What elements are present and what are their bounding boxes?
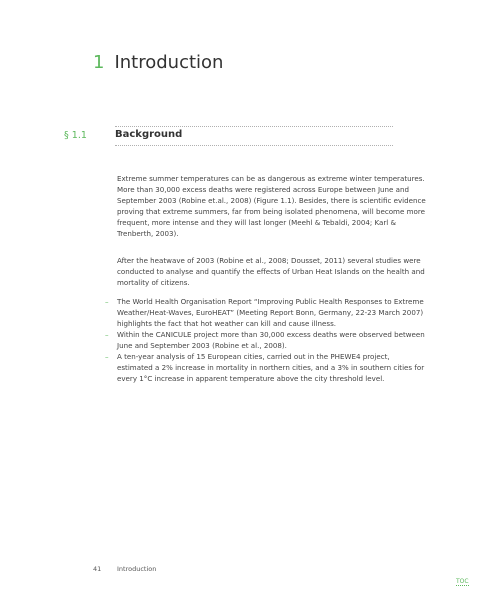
list-item (105, 351, 427, 384)
paragraph-1: Extreme summer temperatures can be as dangerous as extreme winter temperatures. More than 30,000 excess deaths were registered across Europe between June and September 2003 (Robine et.al., 2008) (Figure 1.1). Besides, there is scientific evidence proving that extreme summers, far from being isolated phenomena, will become more frequent, more intense and they will last longer (Meehl & Tebaldi, 2004; Karl & Trenberth, 2003). (117, 174, 426, 239)
chapter-number: 1 (93, 52, 105, 73)
bullet-list (105, 296, 427, 384)
chapter-heading (93, 52, 223, 73)
bullet-dash: – (105, 297, 109, 306)
chapter-title: Introduction (114, 52, 224, 73)
list-item (105, 329, 427, 351)
paragraph-2: After the heatwave of 2003 (Robine et al., 2008; Dousset, 2011) several studies were conducted to analyse and quantify the effects of Urban Heat Islands on the health and mortality of citizens. (117, 256, 425, 288)
section-number: § 1.1 (64, 130, 87, 141)
section-rule-top (115, 126, 393, 127)
section-rule-bottom (115, 145, 393, 146)
bullet-dash: – (105, 330, 109, 339)
toc-link[interactable]: TOC (456, 578, 469, 585)
bullet-text: The World Health Organisation Report “Improving Public Health Responses to Extreme Weather/Heat-Waves, EuroHEAT” (Meeting Report Bonn, Germany, 22-23 March 2007) highlights the fact that hot weather can kill and cause illness. (117, 297, 424, 328)
section-title: Background (115, 129, 183, 140)
bullet-text: Within the CANICULE project more than 30,000 excess deaths were observed between June and September 2003 (Robine et al., 2008). (117, 330, 425, 350)
bullet-text: A ten-year analysis of 15 European cities, carried out in the PHEWE4 project, estimated a 2% increase in mortality in northern cities, and a 3% in southern cities for every 1°C increase in apparent temperature above the city threshold level. (117, 352, 425, 383)
bullet-dash: – (105, 352, 109, 361)
page-number: 41 (93, 565, 102, 573)
list-item (105, 296, 427, 329)
footer-chapter-title: Introduction (117, 565, 157, 573)
